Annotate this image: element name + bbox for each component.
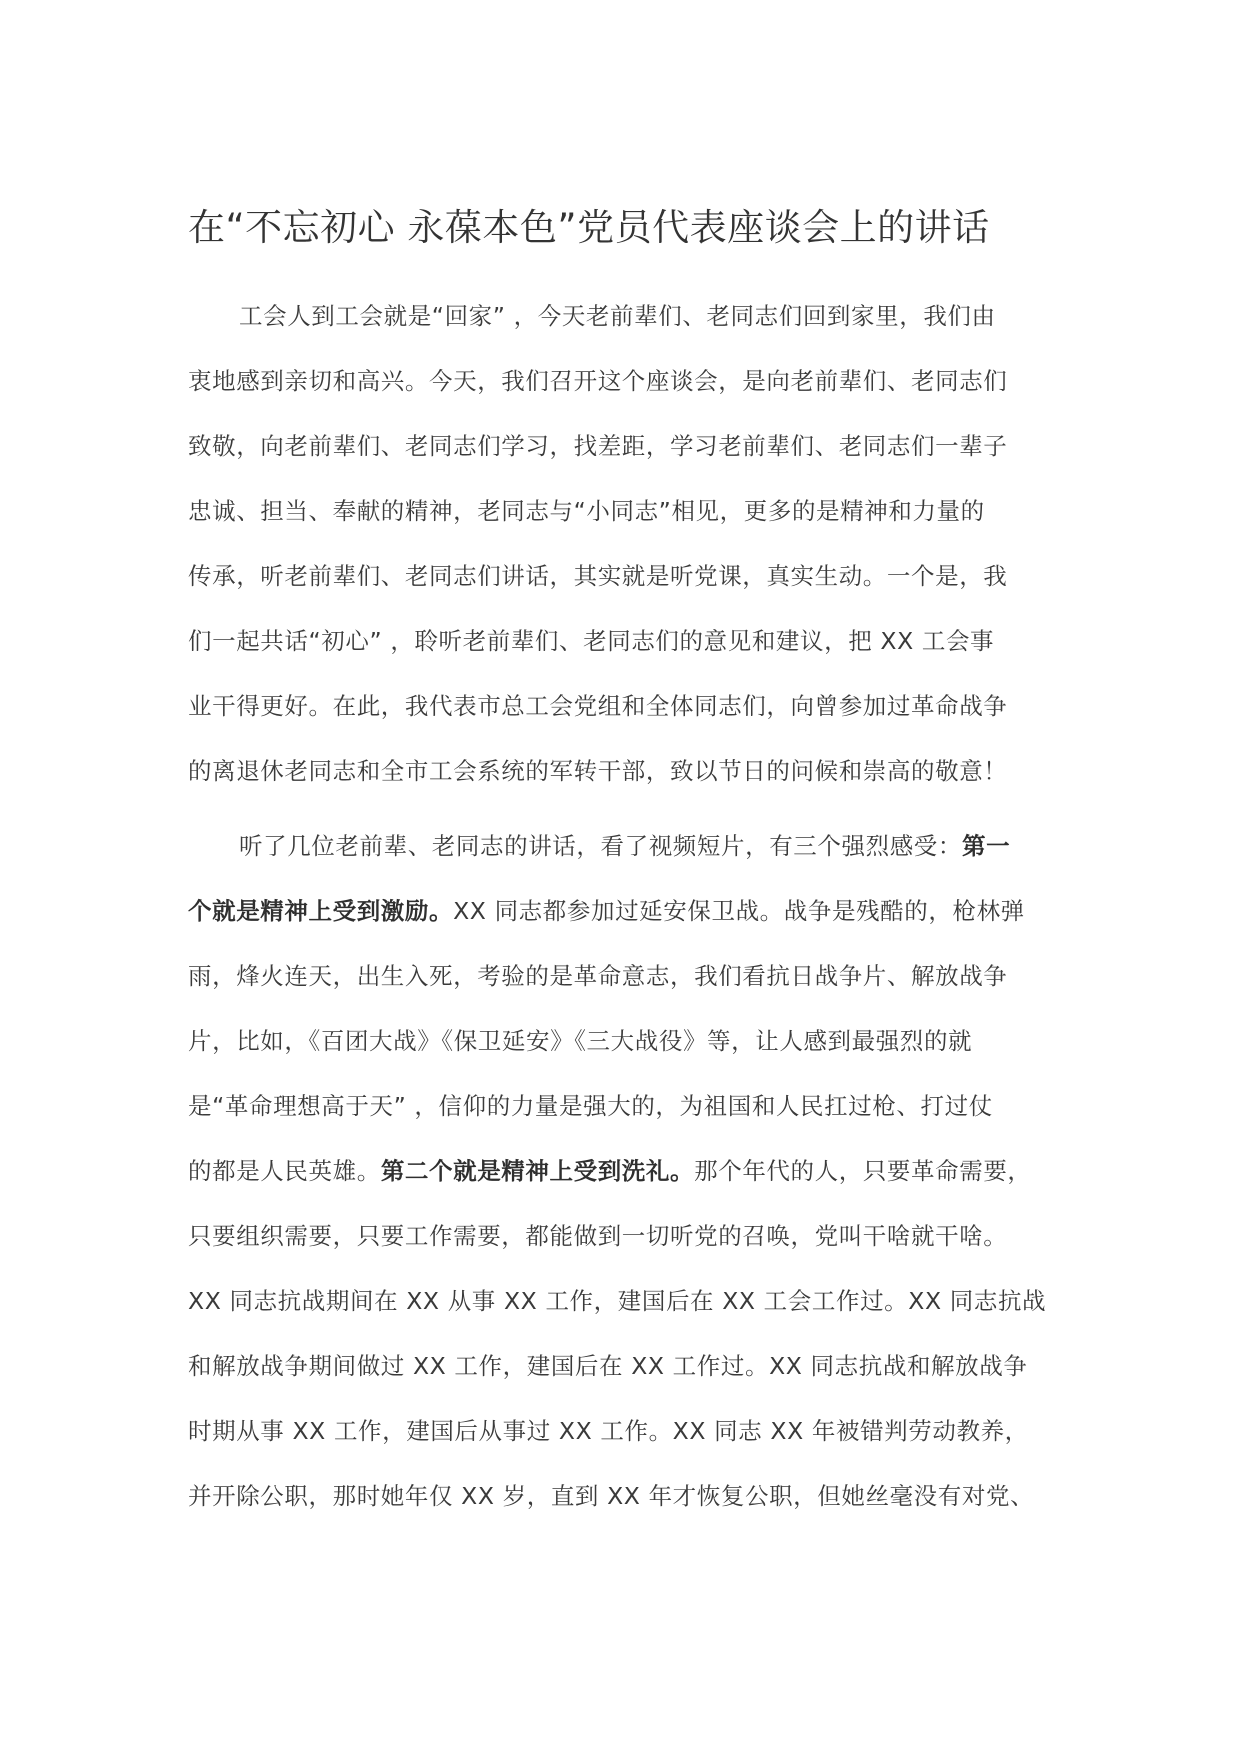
text-segment: 片，比如，《百团大战》《保卫延安》《三大战役》等，让人感到最强烈的就 (188, 1027, 973, 1055)
text-segment: 和解放战争期间做过 XX 工作，建国后在 XX 工作过。XX 同志抗战和解放战争 (188, 1352, 1028, 1380)
text-segment: 传承，听老前辈们、老同志们讲话，其实就是听党课，真实生动。一个是，我 (188, 562, 1008, 590)
text-line (188, 1342, 1088, 1407)
text-segment: 那个年代的人，只要革命需要， (694, 1157, 1032, 1185)
text-segment: 衷地感到亲切和高兴。今天，我们召开这个座谈会，是向老前辈们、老同志们 (188, 367, 1008, 395)
text-line (188, 1017, 1088, 1082)
text-line (188, 1407, 1088, 1472)
text-segment: 并开除公职，那时她年仅 XX 岁，直到 XX 年才恢复公职，但她丝毫没有对党、 (188, 1482, 1035, 1510)
text-line (188, 357, 1088, 422)
text-segment: 工会人到工会就是“回家” ，今天老前辈们、老同志们回到家里，我们由 (239, 302, 996, 330)
text-segment: 的都是人民英雄。 (188, 1157, 381, 1185)
text-line (188, 422, 1088, 487)
bold-text: 第二个就是精神上受到洗礼。 (380, 1157, 695, 1185)
paragraph (188, 292, 1088, 812)
text-line (188, 292, 1088, 357)
text-line (188, 552, 1088, 617)
document-body (188, 292, 1088, 1537)
text-line (188, 952, 1088, 1017)
text-line (188, 617, 1088, 682)
document-title: 在“不忘初心 永葆本色”党员代表座谈会上的讲话 (188, 206, 990, 249)
text-line (188, 682, 1088, 747)
text-segment: 业干得更好。在此，我代表市总工会党组和全体同志们，向曾参加过革命战争 (188, 692, 1008, 720)
text-line (188, 1277, 1088, 1342)
text-line (188, 1147, 1088, 1212)
text-segment: 雨，烽火连天，出生入死，考验的是革命意志，我们看抗日战争片、解放战争 (188, 962, 1008, 990)
text-line (188, 822, 1088, 887)
text-segment: 时期从事 XX 工作，建国后从事过 XX 工作。XX 同志 XX 年被错判劳动教养， (188, 1417, 1029, 1445)
text-line (188, 887, 1088, 952)
text-segment: 只要组织需要，只要工作需要，都能做到一切听党的召唤，党叫干啥就干啥。 (188, 1222, 1008, 1250)
text-segment: 听了几位老前辈、老同志的讲话，看了视频短片，有三个强烈感受： (239, 832, 962, 860)
text-line (188, 1082, 1088, 1147)
text-segment: 忠诚、担当、奉献的精神，老同志与“小同志”相见，更多的是精神和力量的 (188, 497, 985, 525)
text-segment: 的离退休老同志和全市工会系统的军转干部，致以节日的问候和崇高的敬意！ (188, 757, 1008, 785)
text-line (188, 747, 1088, 812)
text-segment: 们一起共话“初心” ，聆听老前辈们、老同志们的意见和建议，把 XX 工会事 (188, 627, 995, 655)
text-segment: 致敬，向老前辈们、老同志们学习，找差距，学习老前辈们、老同志们一辈子 (188, 432, 1008, 460)
text-segment: XX 同志都参加过延安保卫战。战争是残酷的，枪林弹 (453, 897, 1025, 925)
bold-text: 第一 (962, 832, 1011, 860)
text-segment: XX 同志抗战期间在 XX 从事 XX 工作，建国后在 XX 工会工作过。XX 同志抗战 (188, 1287, 1047, 1315)
text-line (188, 1212, 1088, 1277)
text-line (188, 1472, 1088, 1537)
paragraph (188, 822, 1088, 1537)
text-line (188, 487, 1088, 552)
bold-text: 个就是精神上受到激励。 (188, 897, 454, 925)
text-segment: 是“革命理想高于天” ，信仰的力量是强大的，为祖国和人民扛过枪、打过仗 (188, 1092, 993, 1120)
